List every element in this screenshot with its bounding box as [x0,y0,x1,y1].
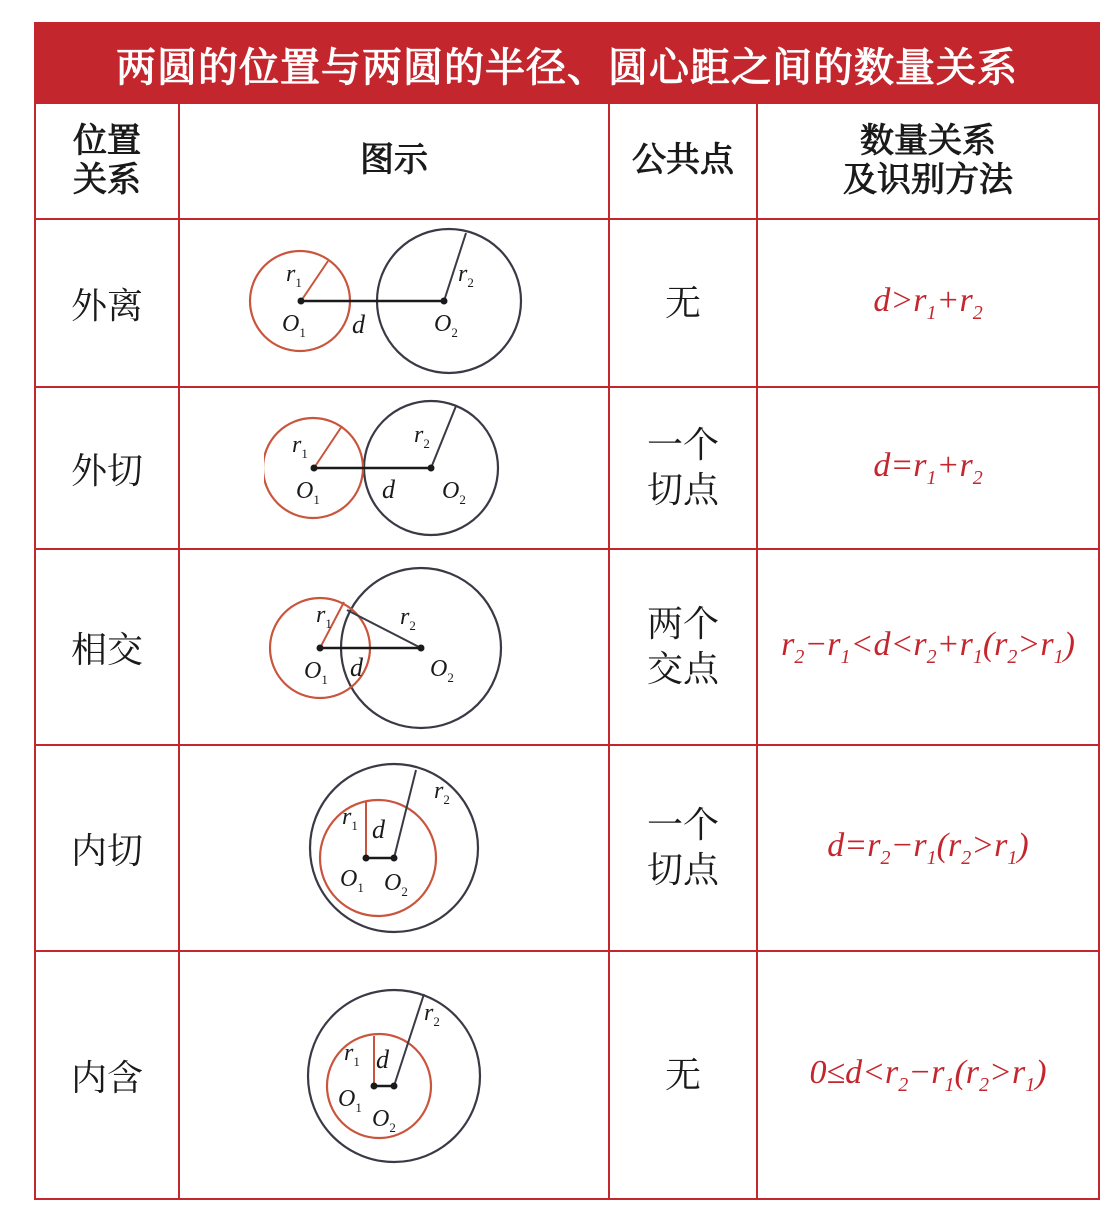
formula-text: <d<r [850,625,927,663]
label-o2: $O_2$ [372,1106,396,1135]
row-common-points: 一个 切点 [646,805,719,891]
circle-diagram [294,758,494,938]
label-r2: $r_2$ [424,1000,440,1029]
label-r2: $r_2$ [414,422,430,451]
row-position: 内含 [70,1057,143,1099]
label-d: d [376,1045,389,1074]
row-common-points: 无 [664,1054,701,1096]
label-o2: $O_2$ [384,870,408,899]
row-relation-cell [758,746,1098,952]
header-position: 位置 关系 [73,120,141,200]
table-frame [34,22,1100,1200]
formula-text: >r [989,1053,1026,1091]
row-common-cell [610,388,758,550]
formula-subscript: 1 [1053,645,1064,668]
label-o2: $O_2$ [442,478,466,507]
label-r1: $r_1$ [292,432,308,461]
label-d: d [350,653,363,682]
formula-text: ) [1017,826,1029,864]
separate-circles-diagram [244,223,544,383]
row-common-points: 一个 切点 [646,425,719,511]
formula-text: d=r [873,446,927,484]
header-common-cell [610,104,758,220]
circle-diagram [294,980,494,1170]
row-diagram-cell [180,550,610,746]
row-relation-cell [758,952,1098,1198]
row-position-cell [36,388,180,550]
row-position-cell [36,746,180,952]
formula-text: (r [954,1053,980,1091]
externally-tangent-diagram [264,398,524,538]
header-position-cell [36,104,180,220]
row-position-cell [36,550,180,746]
formula-subscript: 2 [898,1073,909,1096]
formula-subscript: 2 [961,846,972,869]
formula-subscript: 2 [1007,645,1018,668]
row-relation-cell [758,388,1098,550]
label-r1: $r_1$ [286,261,302,290]
center-o2-dot [428,465,435,472]
formula-subscript: 2 [926,645,937,668]
header-relation-cell [758,104,1098,220]
label-d: d [372,815,385,844]
formula-text: +r [936,281,973,319]
formula-subscript: 1 [944,1073,955,1096]
label-r2: $r_2$ [458,261,474,290]
row-diagram-cell [180,388,610,550]
header-diagram: 图示 [360,140,428,181]
formula-subscript: 1 [840,645,851,668]
center-o1-dot [311,465,318,472]
label-r2: $r_2$ [434,778,450,807]
label-d: d [382,475,395,504]
circle-diagram [244,223,544,383]
center-o2-dot [441,298,448,305]
formula-text: >r [971,826,1008,864]
intersecting-diagram [264,562,524,732]
formula-subscript: 1 [1025,1073,1036,1096]
formula-text: 0≤d<r [809,1053,899,1091]
label-o1: $O_1$ [282,311,306,340]
formula-subscript: 1 [926,301,937,324]
center-o2-dot [418,645,425,652]
row-relation-cell [758,550,1098,746]
formula-text: d=r [827,826,881,864]
center-o1-dot [363,855,370,862]
row-position-cell [36,220,180,388]
formula-text: d>r [873,281,927,319]
row-position-cell [36,952,180,1198]
formula-text: (r [982,625,1008,663]
formula-text: (r [936,826,962,864]
center-o1-dot [317,645,324,652]
row-common-cell [610,952,758,1198]
row-common-cell [610,550,758,746]
formula-subscript: 2 [972,466,983,489]
circle-diagram [264,398,524,538]
formula-text: −r [804,625,841,663]
formula-subscript: 1 [972,645,983,668]
row-common-cell [610,220,758,388]
row-common-points: 两个 交点 [646,604,719,690]
formula-text: +r [936,446,973,484]
formula-subscript: 2 [979,1073,990,1096]
header-diagram-cell [180,104,610,220]
radius-r1 [314,426,342,468]
formula-subscript: 1 [926,846,937,869]
formula-subscript: 1 [926,466,937,489]
formula-text: +r [936,625,973,663]
formula-text: >r [1017,625,1054,663]
formula-text: −r [890,826,927,864]
label-r1: $r_1$ [342,804,358,833]
row-diagram-cell [180,952,610,1198]
row-relation [873,447,982,490]
row-relation [809,1054,1046,1097]
center-o1-dot [298,298,305,305]
row-relation-cell [758,220,1098,388]
row-common-cell [610,746,758,952]
radius-r2 [394,770,416,858]
center-o2-dot [391,1083,398,1090]
row-diagram-cell [180,220,610,388]
row-position: 外切 [70,450,143,492]
formula-subscript: 2 [972,301,983,324]
row-diagram-cell [180,746,610,952]
radius-r1 [301,261,328,301]
label-o2: $O_2$ [430,656,454,685]
circle-diagram [264,562,524,732]
formula-text: ) [1035,1053,1047,1091]
table-title: 两圆的位置与两圆的半径、圆心距之间的数量关系 [36,24,1098,104]
label-o1: $O_1$ [340,866,364,895]
formula-subscript: 2 [794,645,805,668]
internally-tangent-diagram [294,758,494,938]
label-o1: $O_1$ [338,1086,362,1115]
label-r2: $r_2$ [400,604,416,633]
label-o1: $O_1$ [304,658,328,687]
relation-table [36,104,1098,1198]
header-relation: 数量关系 及识别方法 [843,120,1013,200]
center-o2-dot [391,855,398,862]
label-o2: $O_2$ [434,311,458,340]
formula-text: −r [908,1053,945,1091]
label-o1: $O_1$ [296,478,320,507]
center-o1-dot [371,1083,378,1090]
header-common-points: 公共点 [632,140,734,181]
label-d: d [352,310,365,339]
row-position: 内切 [70,830,143,872]
row-relation [827,827,1028,870]
row-relation [781,626,1075,669]
row-position: 外离 [70,285,143,327]
formula-text: r [781,625,795,663]
label-r1: $r_1$ [316,602,332,631]
formula-subscript: 2 [880,846,891,869]
large-circle [310,764,478,932]
row-position: 相交 [70,629,143,671]
formula-text: ) [1063,625,1075,663]
formula-subscript: 1 [1007,846,1018,869]
label-r1: $r_1$ [344,1040,360,1069]
row-relation [873,282,982,325]
contained-diagram [294,980,494,1170]
radius-r2 [394,994,424,1086]
radius-r2 [431,406,456,468]
row-common-points: 无 [664,282,701,324]
